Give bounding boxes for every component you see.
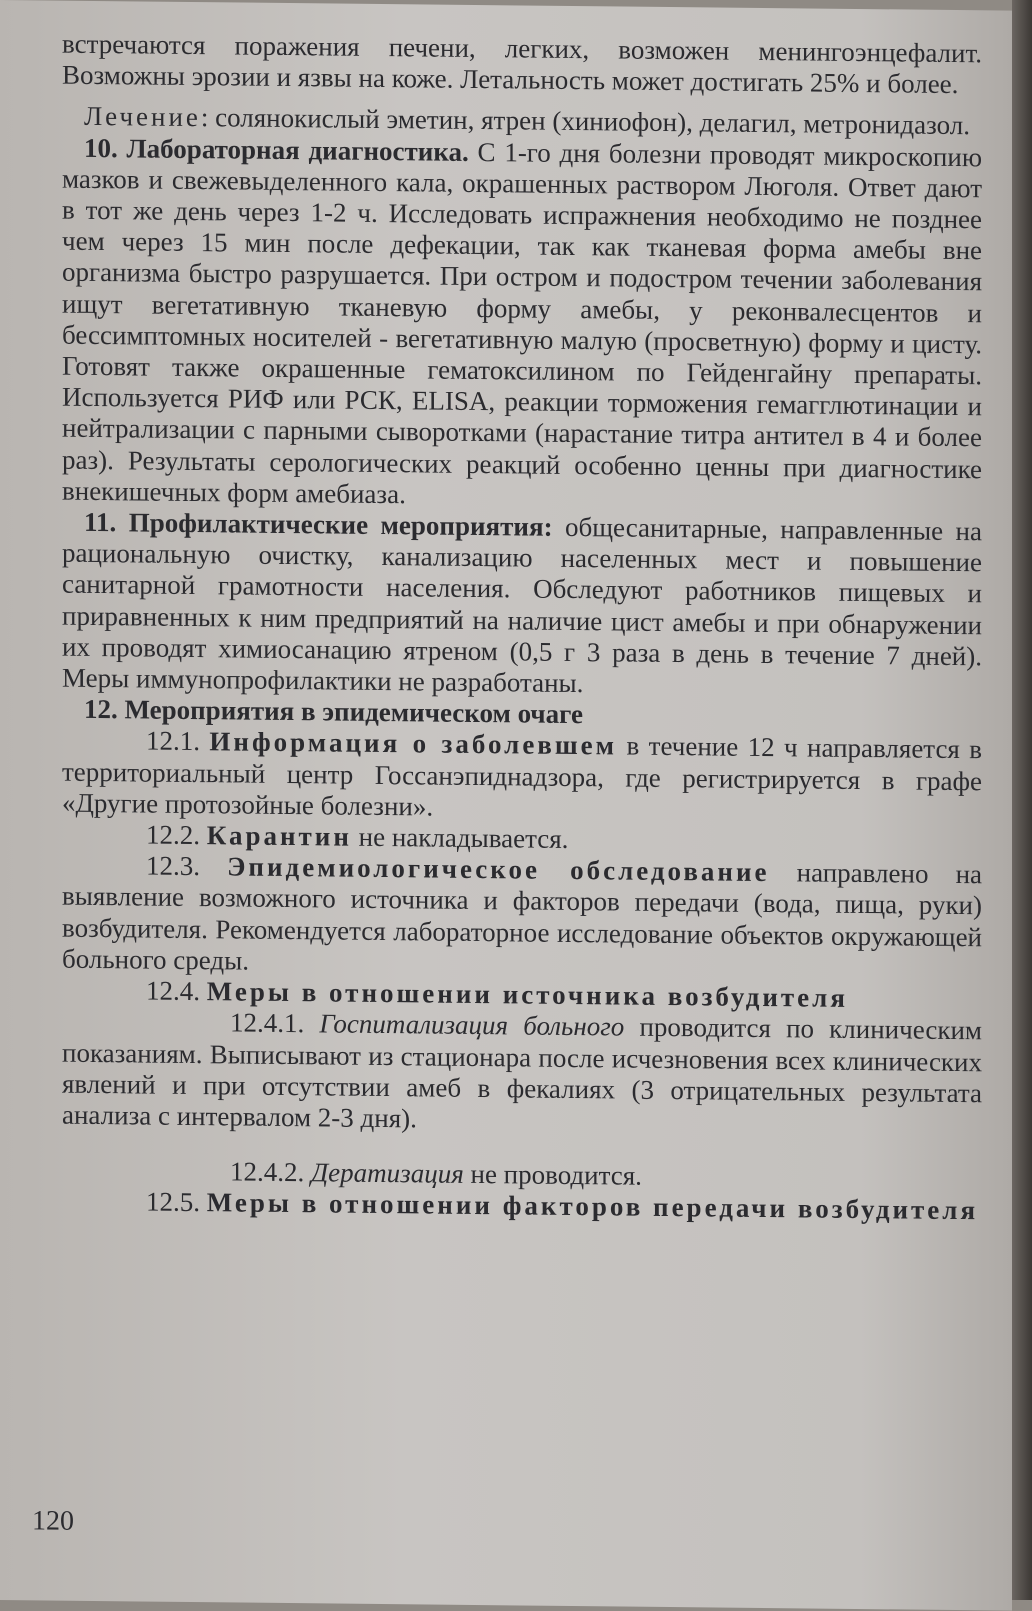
section-12-4: 12.4. Меры в отношении источника возбудителя [146,975,848,1013]
book-spine-shadow [1012,0,1032,1600]
section-12-2-label: Карантин [206,820,352,852]
paragraph-treatment: Лечение: солянокислый эметин, ятрен (хиниофон), делагил, метронидазол. [84,101,970,141]
section-12-1-label: Информация о заболевшем [209,726,618,761]
section-12-4-2-label: Дератизация [311,1157,464,1189]
section-11-prevention: 11. Профилактические мероприятия: общесанитарные, направленные на рациональную очистку, канализацию населенных мест и повышение санитарной грамотности населения. Обследуют работников пищевых и приравненных к ним предприятий на наличие цист амебы и при обнаружении их проводят химиосанацию ятреном (0,5 г 3 раза в день в течение 7 дней). Меры иммунопрофилактики не разработаны. [62,506,982,699]
paragraph-symptoms: встречаются поражения печени, легких, возможен менингоэнцефалит. Возможны эрозии и язвы на коже. Летальность может достигать 25% и более. [62,28,982,100]
section-12-5: 12.5. Меры в отношении факторов передачи возбудителя [146,1186,979,1226]
treatment-label: Лечение [84,101,201,133]
section-12-5-label: Меры в отношении факторов передачи возбудителя [206,1187,979,1226]
section-12-4-1: 12.4.1. Госпитализация больного проводится по клиническим показаниям. Выписывают из стационара после исчезновения всех клинических явлений и при отсутствии амеб в фекалиях (3 отрицательных результата анализа с интервалом 2-3 дня). [62,1007,982,1134]
section-11-heading: 11. Профилактические мероприятия: [84,506,553,542]
section-12-2: 12.2. Карантин не накладывается. [146,819,569,855]
section-12-1: 12.1. Информация о заболевшем в течение 12 ч направляется в территориальный центр Госсанэпиднадзора, где регистрируется в графе «Другие протозойные болезни». [62,725,983,822]
section-12-heading: 12. Мероприятия в эпидемическом очаге [84,694,584,730]
page-text [62,29,982,1227]
section-12-3-label: Эпидемиологическое обследование [227,851,770,888]
section-10-lab-diagnostics: 10. Лабораторная диагностика. С 1-го дня болезни проводят микроскопию мазков и свежевыделенного кала, окрашенных раствором Люголя. Ответ дают в тот же день через 1-2 ч. Исследовать испражнения необходимо не позднее чем через 15 мин после дефекации, так как тканевая форма амебы вне организма быстро разрушается. При остром и подостром течении заболевания ищут вегетативную тканевую форму амебы, у реконвалесцентов и бессимптомных носителей - вегетативную малую (просветную) форму и цисту. Готовят также окрашенные гематоксилином по Гейденгайну препараты. Используется РИФ или РСК, ELISA, реакции торможения гемагглютинации и нейтрализации с парными сыворотками (нарастание титра антител в 4 и более раз). Результаты серологических реакций особенно ценны при диагностике внекишечных форм амебиаза. [62,132,983,510]
section-12-4-1-label: Госпитализация больного [319,1008,625,1042]
page-number: 120 [32,1505,74,1537]
section-10-heading: 10. Лабораторная диагностика. [84,132,469,167]
section-12-3: 12.3. Эпидемиологическое обследование направлено на выявление возможного источника и факторов передачи (вода, пища, руки) возбудителя. Рекомендуется лабораторное исследование объектов окружающей больного среды. [62,850,983,976]
section-12-4-label: Меры в отношении источника возбудителя [206,976,848,1013]
section-12-4-2: 12.4.2. Дератизация не проводится. [230,1156,642,1191]
